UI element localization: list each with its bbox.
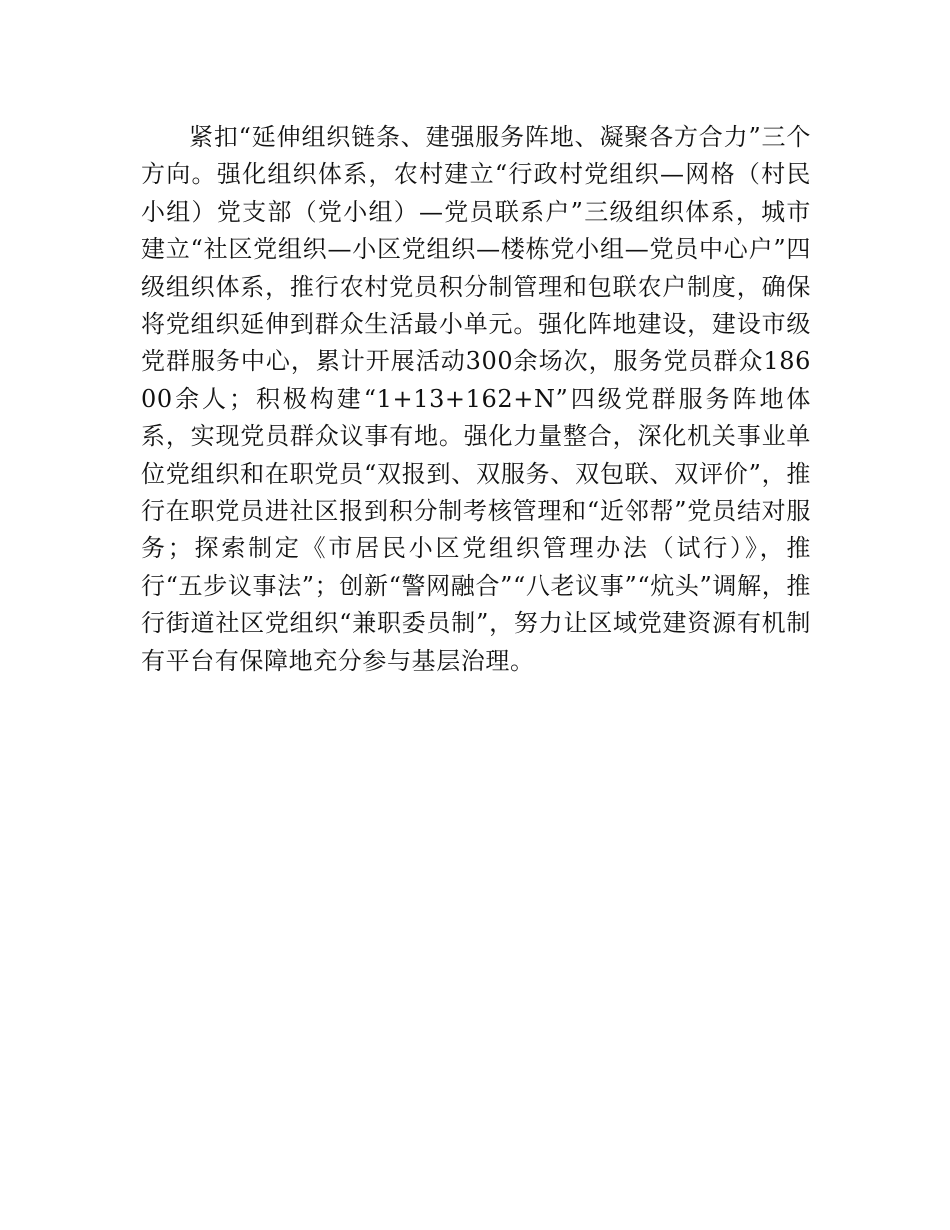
body-paragraph: 紧扣“延伸组织链条、建强服务阵地、凝聚各方合力”三个方向。强化组织体系，农村建立“行政村党组织—网格（村民小组）党支部（党小组）—党员联系户”三级组织体系，城市建立“社区党组织—小区党组织—楼栋党小组—党员中心户”四级组织体系，推行农村党员积分制管理和包联农户制度，确保将党组织延伸到群众生活最小单元。强化阵地建设，建设市级党群服务中心，累计开展活动300余场次，服务党员群众18600余人；积极构建“1+13+162+N”四级党群服务阵地体系，实现党员群众议事有地。强化力量整合，深化机关事业单位党组织和在职党员“双报到、双服务、双包联、双评价”，推行在职党员进社区报到积分制考核管理和“近邻帮”党员结对服务；探索制定《市居民小区党组织管理办法（试行）》，推行“五步议事法”；创新“警网融合”“八老议事”“炕头”调解，推行街道社区党组织“兼职委员制”，努力让区域党建资源有机制有平台有保障地充分参与基层治理。 [141, 123, 811, 675]
